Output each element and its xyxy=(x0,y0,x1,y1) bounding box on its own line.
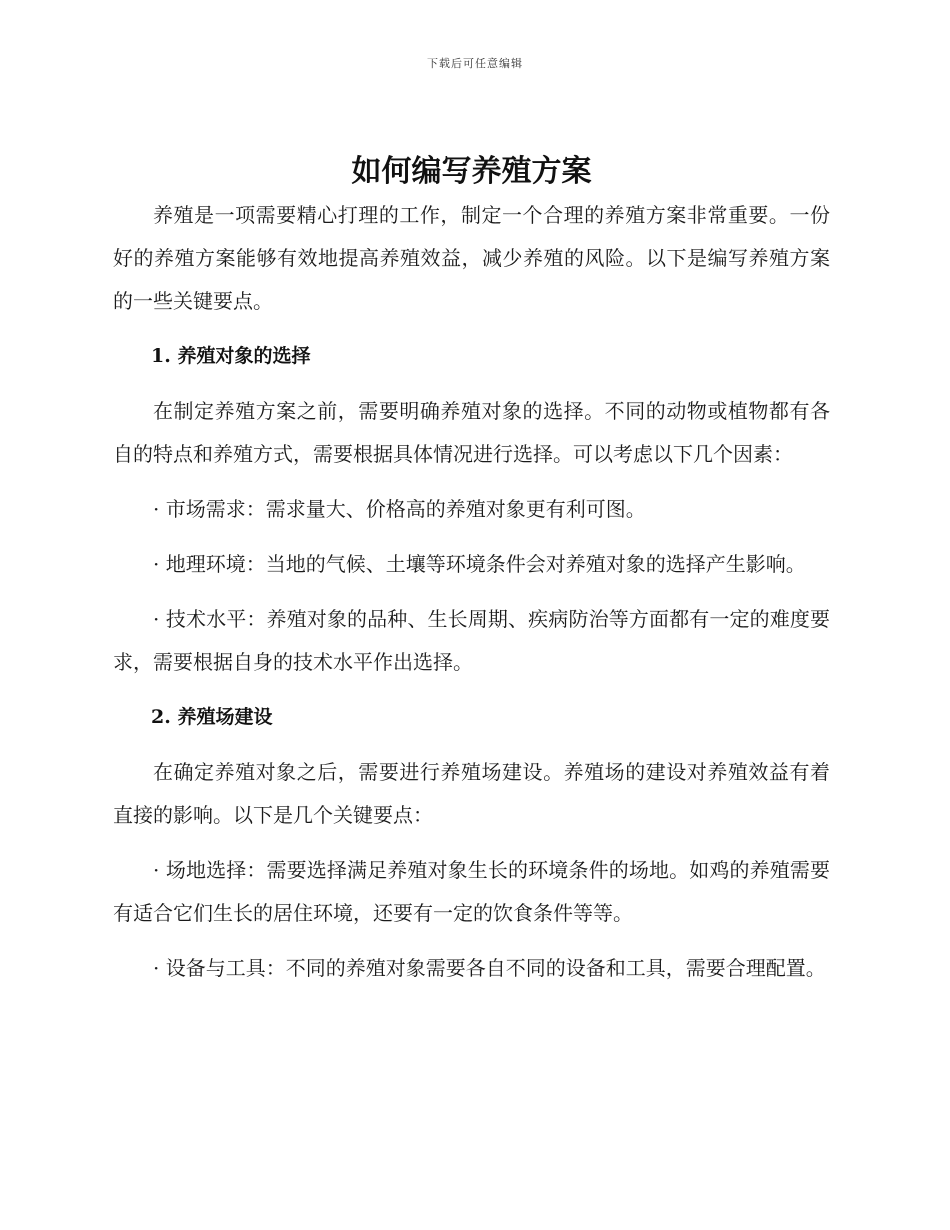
section-heading: 2. 养殖场建设 xyxy=(151,706,273,728)
bullet-item: · 技术水平：养殖对象的品种、生长周期、疾病防治等方面都有一定的难度要求，需要根据自身的技术水平作出选择。 xyxy=(113,607,830,674)
bullet-item: · 场地选择：需要选择满足养殖对象生长的环境条件的场地。如鸡的养殖需要有适合它们生长的居住环境，还要有一定的饮食条件等等。 xyxy=(113,858,830,925)
page-header: 下载后可任意编辑 xyxy=(427,57,523,70)
document-body xyxy=(113,150,830,990)
intro-paragraph: 养殖是一项需要精心打理的工作，制定一个合理的养殖方案非常重要。一份好的养殖方案能够有效地提高养殖效益，减少养殖的风险。以下是编写养殖方案的一些关键要点。 xyxy=(113,203,830,313)
body-paragraph: 在制定养殖方案之前，需要明确养殖对象的选择。不同的动物或植物都有各自的特点和养殖方式，需要根据具体情况进行选择。可以考虑以下几个因素： xyxy=(113,399,830,466)
spacer xyxy=(113,935,830,947)
bullet-item: · 地理环境：当地的气候、土壤等环境条件会对养殖对象的选择产生影响。 xyxy=(153,552,806,576)
bullet-item: · 设备与工具：不同的养殖对象需要各自不同的设备和工具，需要合理配置。 xyxy=(153,956,826,980)
document-title: 如何编写养殖方案 xyxy=(351,154,592,189)
spacer xyxy=(113,684,830,696)
bullet-item: · 市场需求：需求量大、价格高的养殖对象更有利可图。 xyxy=(153,497,646,521)
body-paragraph: 在确定养殖对象之后，需要进行养殖场建设。养殖场的建设对养殖效益有着直接的影响。以下是几个关键要点： xyxy=(113,760,830,827)
section-heading: 1. 养殖对象的选择 xyxy=(151,345,311,367)
spacer xyxy=(113,476,830,488)
spacer xyxy=(113,531,830,543)
spacer xyxy=(113,739,830,751)
spacer xyxy=(113,837,830,849)
spacer xyxy=(113,378,830,390)
spacer xyxy=(113,323,830,335)
spacer xyxy=(113,586,830,598)
